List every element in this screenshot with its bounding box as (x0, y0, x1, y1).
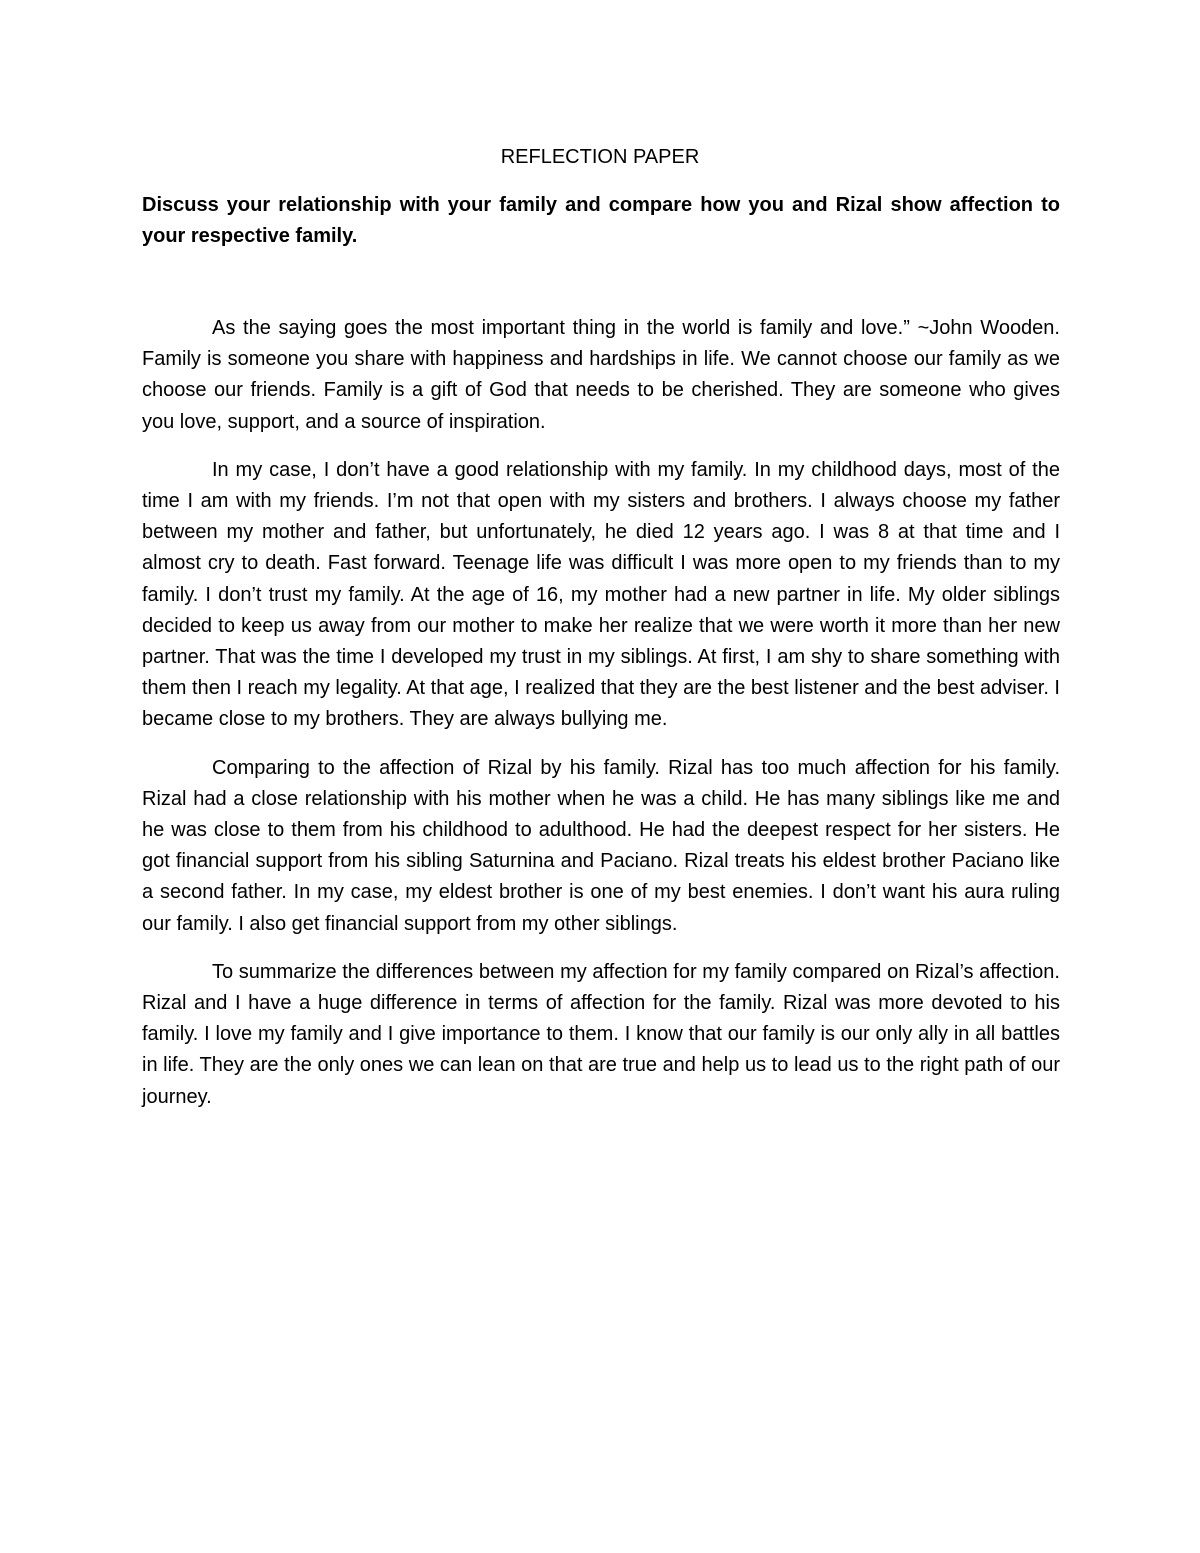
paragraph-3: Comparing to the affection of Rizal by his family. Rizal has too much affection for his family. Rizal had a close relationship with his mother when he was a child. He has many siblings like me and he was close to them from his childhood to adulthood. He had the deepest respect for her sisters. He got financial support from his sibling Saturnina and Paciano. Rizal treats his eldest brother Paciano like a second father. In my case, my eldest brother is one of my best enemies. I don’t want his aura ruling our family. I also get financial support from my other siblings. (142, 756, 1060, 935)
page-title: REFLECTION PAPER (500, 146, 700, 168)
paragraph-2: In my case, I don’t have a good relationship with my family. In my childhood days, most of the time I am with my friends. I’m not that open with my sisters and brothers. I always choose my father between my mother and father, but unfortunately, he died 12 years ago. I was 8 at that time and I almost cry to death. Fast forward. Teenage life was difficult I was more open to my friends than to my family. I don’t trust my family. At the age of 16, my mother had a new partner in life. My older siblings decided to keep us away from our mother to make her realize that we were worth it more than her new partner. That was the time I developed my trust in my siblings. At first, I am shy to share something with them then I reach my legality. At that age, I realized that they are the best listener and the best adviser. I became close to my brothers. They are always bullying me. (142, 458, 1060, 731)
essay-body (142, 313, 1060, 1130)
paragraph-4: To summarize the differences between my affection for my family compared on Rizal’s affection. Rizal and I have a huge difference in terms of affection for the family. Rizal was more devoted to his family. I love my family and I give importance to them. I know that our family is our only ally in all battles in life. They are the only ones we can lean on that are true and help us to lead us to the right path of our journey. (142, 960, 1060, 1108)
essay-prompt: Discuss your relationship with your family and compare how you and Rizal show affection to your respective family. (142, 194, 1060, 247)
paragraph-1: As the saying goes the most important thing in the world is family and love.” ~John Wooden. Family is someone you share with happiness and hardships in life. We cannot choose our family as we choose our friends. Family is a gift of God that needs to be cherished. They are someone who gives you love, support, and a source of inspiration. (142, 317, 1060, 433)
